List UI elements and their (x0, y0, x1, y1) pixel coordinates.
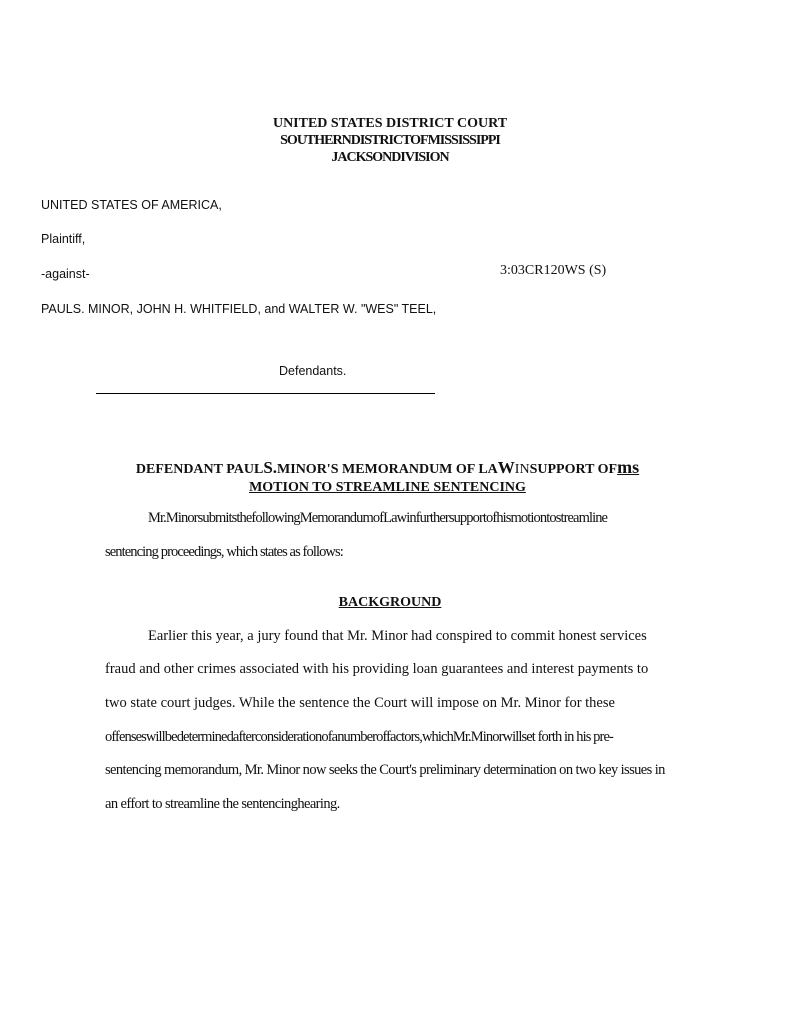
defendants-names: PAULS. MINOR, JOHN H. WHITFIELD, and WALTER W. "WES" TEEL, (41, 302, 437, 316)
memo-title-part4: W (497, 458, 515, 477)
plaintiff-role: Plaintiff, (41, 232, 86, 246)
background-line: offenseswillbedeterminedafterconsiderationofanumberoffactors,whichMr.Minorwillset forth in his pre- (105, 729, 613, 745)
defendants-role: Defendants. (279, 364, 347, 378)
memo-title-part5: IN (514, 462, 530, 477)
memo-title-part2: S. (263, 458, 278, 477)
memo-title-part1: DEFENDANT PAUL (135, 462, 264, 477)
background-line: an effort to streamline the sentencinghearing. (105, 796, 340, 812)
court-division: JACKSONDIVISION (331, 150, 449, 165)
memo-title-part6: SUPPORT OF (529, 462, 618, 477)
memo-title (0, 458, 775, 497)
memo-title-part3: MINOR'S MEMORANDUM OF LA (277, 462, 498, 477)
background-line: fraud and other crimes associated with his providing loan guarantees and interest payments to (105, 661, 649, 677)
memo-title-line2: MOTION TO STREAMLINE SENTENCING (249, 480, 526, 495)
caption-divider (96, 393, 435, 394)
memo-title-line1 (0, 458, 775, 479)
court-district: SOUTHERNDISTRICTOFMISSISSIPPI (280, 133, 500, 148)
court-header (0, 115, 780, 166)
intro-line-1: Mr.MinorsubmitsthefollowingMemorandumofLawinfurthersupportofhismotiontostreamline (148, 510, 608, 526)
background-line: Earlier this year, a jury found that Mr. Minor had conspired to commit honest services (148, 628, 647, 644)
against-label: -against- (41, 267, 90, 281)
memo-title-part7: ms (617, 457, 640, 477)
intro-line-2: sentencing proceedings, which states as follows: (105, 544, 343, 560)
case-number: 3:03CR120WS (S) (500, 263, 607, 278)
background-line: two state court judges. While the sentence the Court will impose on Mr. Minor for these (105, 695, 615, 711)
court-name: UNITED STATES DISTRICT COURT (272, 116, 508, 131)
background-line: sentencing memorandum, Mr. Minor now seeks the Court's preliminary determination on two key issues in (105, 762, 665, 778)
plaintiff-name: UNITED STATES OF AMERICA, (41, 198, 222, 212)
background-heading: BACKGROUND (338, 595, 442, 610)
